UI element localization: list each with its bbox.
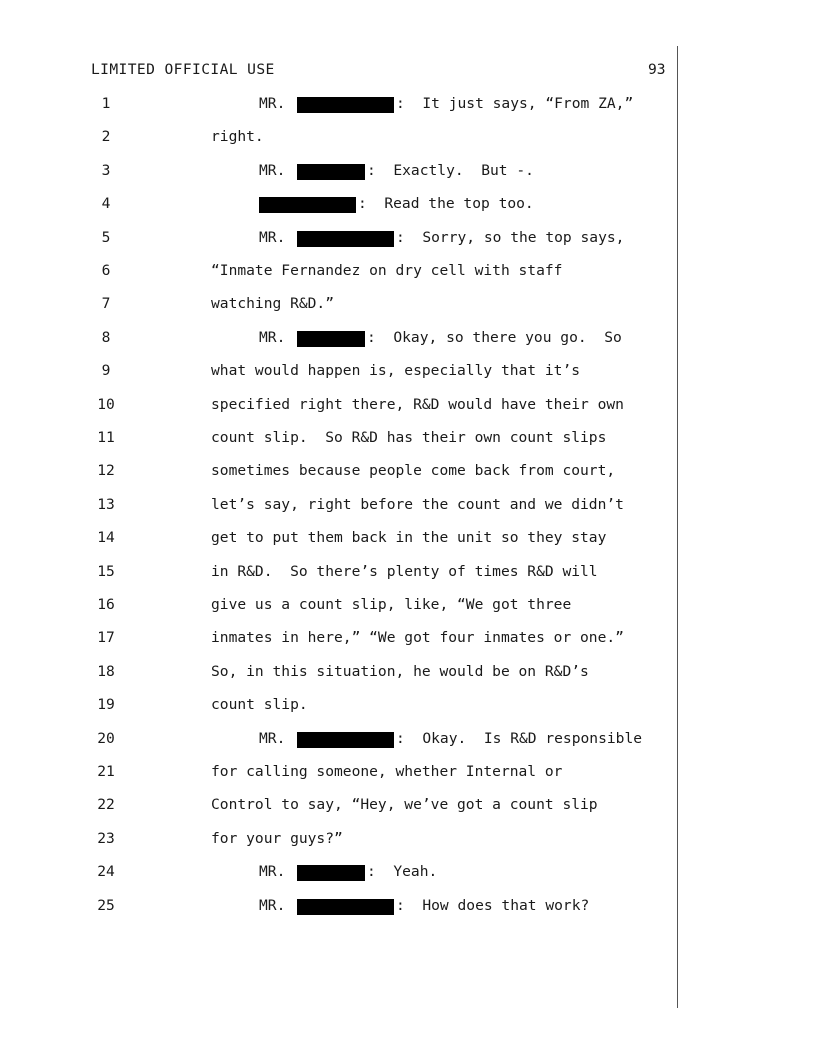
redaction-box [297, 331, 365, 347]
line-number: 14 [97, 529, 115, 547]
line-number: 6 [101, 262, 111, 279]
line-number: 4 [101, 195, 111, 213]
line-text: sometimes because people come back from court, [211, 462, 616, 480]
line-text: right. [211, 128, 264, 146]
transcript-line [0, 262, 816, 282]
line-text: for your guys?” [211, 829, 343, 847]
transcript-line [0, 663, 816, 683]
line-number: 8 [101, 328, 111, 346]
line-number: 10 [97, 395, 115, 413]
transcript-line [0, 329, 816, 349]
transcript-line [0, 295, 816, 315]
speaker-text: : Okay, so there you go. So [367, 328, 622, 346]
line-number: 7 [101, 295, 111, 313]
transcript-line [0, 529, 816, 549]
line-number: 11 [97, 429, 115, 446]
speaker-prefix: MR. [259, 228, 295, 246]
transcript-line [0, 229, 816, 249]
line-text: what would happen is, especially that it’s [211, 362, 581, 380]
line-number: 22 [97, 796, 115, 814]
transcript-line [0, 830, 816, 850]
redaction-box [297, 732, 394, 748]
redaction-box [297, 164, 365, 180]
speaker-text: : Yeah. [367, 863, 438, 881]
line-number: 21 [97, 763, 115, 780]
transcript-line [0, 563, 816, 583]
line-text: get to put them back in the unit so they stay [211, 529, 607, 547]
line-number: 5 [101, 228, 111, 246]
line-text: count slip. [211, 696, 308, 714]
transcript-line [0, 863, 816, 883]
transcript-line [0, 462, 816, 482]
redaction-box [297, 231, 394, 247]
line-number: 9 [101, 362, 111, 380]
speaker-prefix: MR. [259, 328, 295, 346]
speaker-text: : Exactly. But -. [367, 161, 534, 179]
speaker-prefix: MR. [259, 896, 295, 914]
transcript-line [0, 396, 816, 416]
line-text: “Inmate Fernandez on dry cell with staff [211, 262, 563, 279]
transcript-line [0, 429, 816, 449]
line-number: 1 [101, 95, 111, 112]
line-text: for calling someone, whether Internal or [211, 763, 563, 780]
page-number: 93 [648, 61, 666, 78]
line-number: 13 [97, 495, 115, 513]
line-text: count slip. So R&D has their own count slips [211, 429, 607, 446]
line-number: 19 [97, 696, 115, 714]
redaction-box [259, 197, 356, 213]
line-number: 24 [97, 863, 115, 881]
line-text: in R&D. So there’s plenty of times R&D will [211, 562, 598, 580]
transcript-line [0, 796, 816, 816]
transcript-line [0, 696, 816, 716]
line-text: give us a count slip, like, “We got three [211, 596, 572, 613]
transcript-line [0, 162, 816, 182]
line-number: 15 [97, 562, 115, 580]
line-number: 12 [97, 462, 115, 480]
line-text: let’s say, right before the count and we didn’t [211, 495, 624, 513]
transcript-line [0, 128, 816, 148]
transcript-line [0, 496, 816, 516]
speaker-text: : Sorry, so the top says, [396, 228, 625, 246]
line-number: 17 [97, 629, 115, 647]
speaker-prefix: MR. [259, 95, 295, 112]
speaker-prefix: MR. [259, 161, 295, 179]
header-classification: LIMITED OFFICIAL USE [91, 61, 275, 78]
speaker-prefix: MR. [259, 863, 295, 881]
redaction-box [297, 865, 365, 881]
transcript-line [0, 362, 816, 382]
line-number: 3 [101, 161, 111, 179]
line-text: Control to say, “Hey, we’ve got a count slip [211, 796, 598, 814]
redaction-box [297, 97, 394, 113]
line-number: 16 [97, 596, 115, 613]
transcript-line [0, 195, 816, 215]
transcript-line [0, 95, 816, 115]
line-number: 2 [101, 128, 111, 146]
line-text: So, in this situation, he would be on R&D’s [211, 662, 589, 680]
transcript-line [0, 730, 816, 750]
line-text: watching R&D.” [211, 295, 335, 313]
redaction-box [297, 899, 394, 915]
speaker-text: : Okay. Is R&D responsible [396, 729, 643, 747]
line-text: inmates in here,” “We got four inmates or one.” [211, 629, 624, 647]
speaker-text: : How does that work? [396, 896, 590, 914]
line-number: 20 [97, 729, 115, 747]
line-number: 18 [97, 662, 115, 680]
speaker-text: : It just says, “From ZA,” [396, 95, 634, 112]
line-number: 25 [97, 896, 115, 914]
transcript-line [0, 596, 816, 616]
line-text: specified right there, R&D would have their own [211, 395, 624, 413]
transcript-line [0, 763, 816, 783]
speaker-prefix: MR. [259, 729, 295, 747]
line-number: 23 [97, 829, 115, 847]
speaker-text: : Read the top too. [358, 195, 534, 213]
transcript-line [0, 629, 816, 649]
transcript-line [0, 897, 816, 917]
